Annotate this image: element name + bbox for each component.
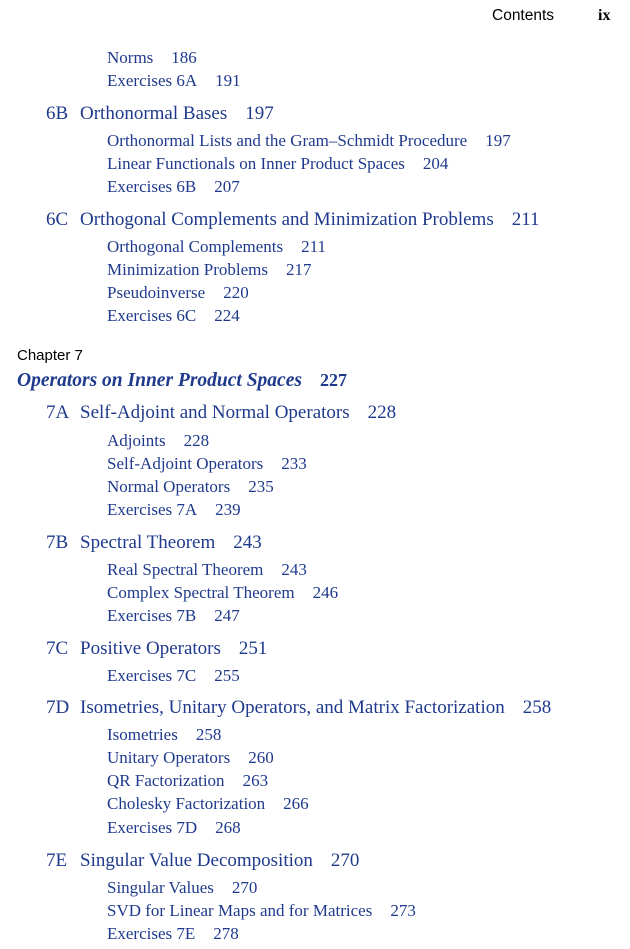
toc-subsection-entry xyxy=(107,793,309,815)
entry-title: Exercises 7B xyxy=(107,606,197,625)
entry-page-number: 263 xyxy=(242,771,269,790)
entry-title: Exercises 7A xyxy=(107,500,198,519)
entry-title: Isometries xyxy=(107,725,178,744)
toc-section-entry xyxy=(46,531,262,555)
entry-title: Self-Adjoint Operators xyxy=(107,454,264,473)
section-number: 7C xyxy=(46,638,69,659)
toc-section-entry xyxy=(46,102,274,126)
section-number: 7E xyxy=(46,850,68,871)
toc-subsection-entry xyxy=(107,582,338,604)
entry-title: Complex Spectral Theorem xyxy=(107,583,295,602)
entry-page-number: 233 xyxy=(281,454,307,473)
entry-title: Exercises 7E xyxy=(107,924,196,943)
section-title: Isometries, Unitary Operators, and Matrix Factorization xyxy=(80,697,505,718)
entry-title: Unitary Operators xyxy=(107,748,231,767)
section-title: Orthonormal Bases xyxy=(80,103,228,124)
toc-subsection-entry xyxy=(107,259,312,281)
toc-subsection-entry xyxy=(107,877,257,899)
header-title: Contents xyxy=(492,7,555,24)
toc-subsection-entry xyxy=(107,453,307,475)
entry-page-number: 273 xyxy=(390,901,416,920)
chapter-title-entry xyxy=(17,368,347,393)
entry-page-number: 191 xyxy=(215,71,241,90)
section-page-number: 228 xyxy=(367,402,397,423)
entry-page-number: 258 xyxy=(195,725,222,744)
section-number: 7D xyxy=(46,697,70,718)
toc-subsection-entry xyxy=(107,559,307,581)
entry-page-number: 197 xyxy=(485,131,511,150)
entry-title: Exercises 6B xyxy=(107,177,197,196)
section-page-number: 258 xyxy=(522,697,552,718)
entry-title: Linear Functionals on Inner Product Spaces xyxy=(107,154,405,173)
toc-section-entry xyxy=(46,208,540,232)
entry-page-number: 270 xyxy=(231,878,258,897)
entry-page-number: 266 xyxy=(283,794,309,813)
entry-title: Normal Operators xyxy=(107,477,231,496)
entry-title: Exercises 7D xyxy=(107,818,198,837)
entry-page-number: 211 xyxy=(301,237,326,256)
entry-page-number: 224 xyxy=(214,306,240,325)
section-number: 7A xyxy=(46,402,70,423)
toc-subsection-entry xyxy=(107,153,448,175)
entry-page-number: 186 xyxy=(171,48,197,67)
entry-page-number: 239 xyxy=(215,500,241,519)
toc-subsection-entry xyxy=(107,236,326,258)
entry-page-number: 268 xyxy=(215,818,241,837)
toc-section-entry xyxy=(46,849,359,873)
section-page-number: 243 xyxy=(233,532,262,553)
toc-subsection-entry xyxy=(107,430,209,452)
chapter-label-text: Chapter 7 xyxy=(17,347,83,364)
chapter-page-number: 227 xyxy=(319,370,347,390)
entry-title: Singular Values xyxy=(107,878,214,897)
entry-page-number: 255 xyxy=(214,666,240,685)
section-page-number: 211 xyxy=(511,209,540,230)
section-title: Orthogonal Complements and Minimization Problems xyxy=(80,209,494,230)
toc-subsection-entry xyxy=(107,47,197,69)
toc-section-entry xyxy=(46,696,551,720)
section-number: 7B xyxy=(46,532,69,553)
entry-title: Real Spectral Theorem xyxy=(107,560,264,579)
chapter-title: Operators on Inner Product Spaces xyxy=(17,370,302,391)
chapter-label xyxy=(17,346,83,366)
toc-subsection-entry xyxy=(107,605,240,627)
section-page-number: 251 xyxy=(238,638,268,659)
toc-section-entry xyxy=(46,401,396,425)
entry-page-number: 220 xyxy=(223,283,249,302)
entry-title: Adjoints xyxy=(107,431,166,450)
section-number: 6C xyxy=(46,209,69,230)
entry-page-number: 217 xyxy=(286,260,312,279)
entry-page-number: 204 xyxy=(422,154,449,173)
entry-title: Minimization Problems xyxy=(107,260,269,279)
toc-subsection-entry xyxy=(107,724,221,746)
toc-subsection-entry xyxy=(107,499,241,521)
toc-subsection-entry xyxy=(107,70,241,92)
entry-page-number: 235 xyxy=(248,477,274,496)
section-title: Spectral Theorem xyxy=(80,532,216,553)
section-title: Self-Adjoint and Normal Operators xyxy=(80,402,350,423)
toc-subsection-entry xyxy=(107,130,511,152)
entry-title: Exercises 7C xyxy=(107,666,197,685)
entry-page-number: 247 xyxy=(214,606,240,625)
toc-subsection-entry xyxy=(107,282,249,304)
entry-title: Exercises 6C xyxy=(107,306,197,325)
running-header xyxy=(0,6,630,28)
toc-section-entry xyxy=(46,637,267,661)
toc-subsection-entry xyxy=(107,176,240,198)
entry-page-number: 246 xyxy=(312,583,339,602)
entry-title: Orthonormal Lists and the Gram–Schmidt Procedure xyxy=(107,131,468,150)
entry-title: Exercises 6A xyxy=(107,71,198,90)
toc-subsection-entry xyxy=(107,817,241,839)
entry-page-number: 243 xyxy=(281,560,307,579)
entry-title: Cholesky Factorization xyxy=(107,794,266,813)
entry-page-number: 207 xyxy=(214,177,240,196)
section-page-number: 197 xyxy=(245,103,274,124)
entry-title: Pseudoinverse xyxy=(107,283,206,302)
section-title: Singular Value Decomposition xyxy=(80,850,313,871)
toc-subsection-entry xyxy=(107,305,240,327)
entry-title: QR Factorization xyxy=(107,771,225,790)
section-page-number: 270 xyxy=(330,850,360,871)
entry-title: SVD for Linear Maps and for Matrices xyxy=(107,901,373,920)
toc-subsection-entry xyxy=(107,770,268,792)
section-title: Positive Operators xyxy=(80,638,221,659)
toc-subsection-entry xyxy=(107,476,274,498)
entry-title: Norms xyxy=(107,48,154,67)
toc-subsection-entry xyxy=(107,900,416,922)
toc-subsection-entry xyxy=(107,747,274,769)
toc-subsection-entry xyxy=(107,923,239,945)
entry-page-number: 278 xyxy=(213,924,239,943)
toc-subsection-entry xyxy=(107,665,240,687)
header-page-number: ix xyxy=(598,7,611,24)
entry-page-number: 228 xyxy=(183,431,210,450)
entry-title: Orthogonal Complements xyxy=(107,237,284,256)
entry-page-number: 260 xyxy=(248,748,274,767)
section-number: 6B xyxy=(46,103,69,124)
